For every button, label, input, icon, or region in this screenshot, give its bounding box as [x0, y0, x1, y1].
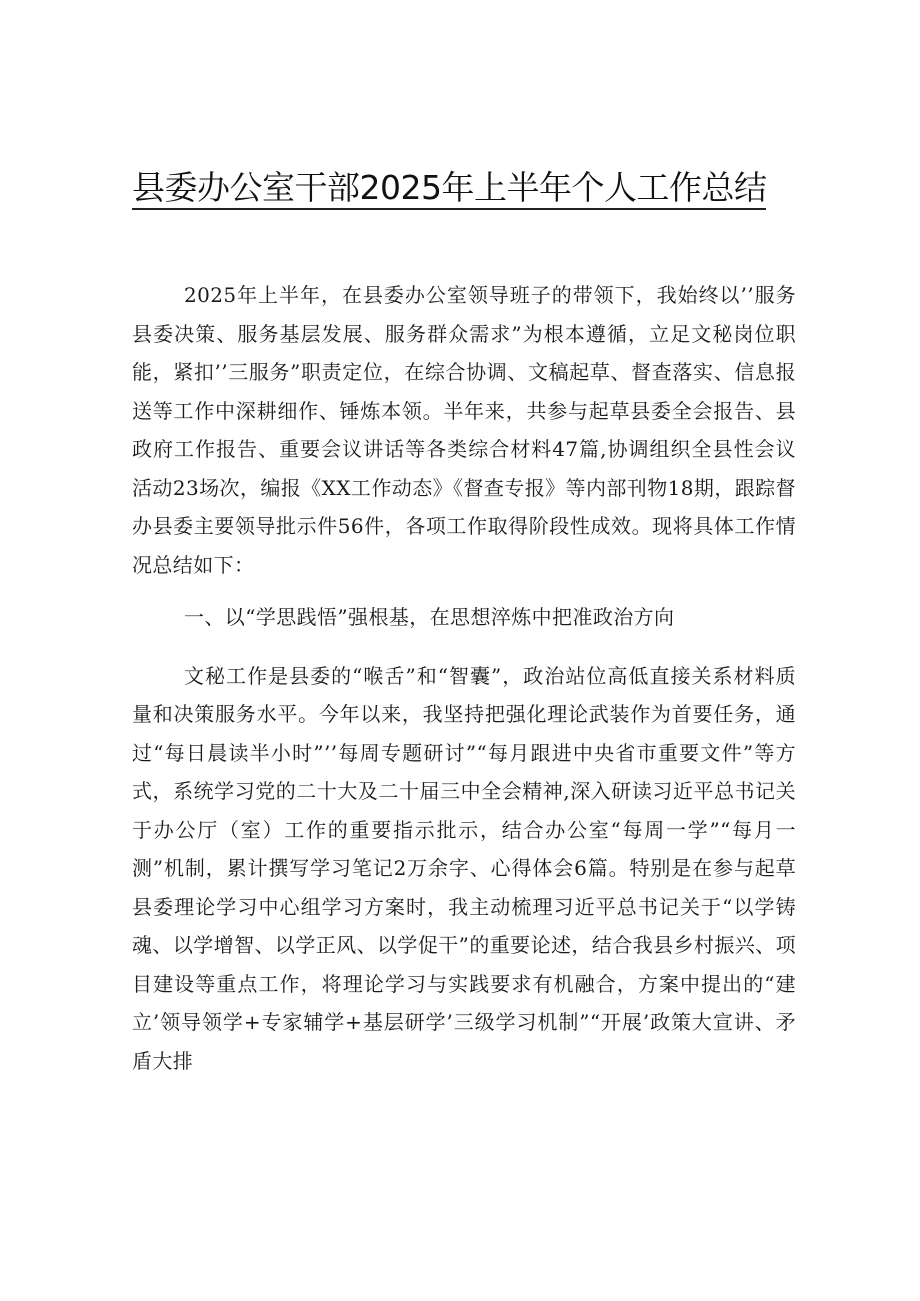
document-title: 县委办公室干部2025年上半年个人工作总结	[132, 168, 766, 210]
intro-paragraph: 2025年上半年，在县委办公室领导班子的带领下，我始终以’’服务县委决策、服务基层发展、服务群众需求”为根本遵循，立足文秘岗位职能，紧扣’’三服务”职责定位，在综合协调、文稿起草、督查落实、信息报送等工作中深耕细作、锤炼本领。半年来，共参与起草县委全会报告、县政府工作报告、重要会议讲话等各类综合材料47篇,协调组织全县性会议活动23场次，编报《XX工作动态》《督查专报》等内部刊物18期，跟踪督办县委主要领导批示件56件，各项工作取得阶段性成效。现将具体工作情况总结如下：	[132, 283, 796, 577]
section-paragraph: 文秘工作是县委的“喉舌”和“智囊”，政治站位高低直接关系材料质量和决策服务水平。今年以来，我坚持把强化理论武装作为首要任务，通过“每日晨读半小时”’’每周专题研讨”“每月跟进中央省市重要文件”等方式，系统学习党的二十大及二十届三中全会精神,深入研读习近平总书记关于办公厅（室）工作的重要指示批示，结合办公室“每周一学”“每月一测”机制，累计撰写学习笔记2万余字、心得体会6篇。特别是在参与起草县委理论学习中心组学习方案时，我主动梳理习近平总书记关于“以学铸魂、以学增智、以学正风、以学促干”的重要论述，结合我县乡村振兴、项目建设等重点工作，将理论学习与实践要求有机融合，方案中提出的“建立’领导领学+专家辅学+基层研学’三级学习机制”“开展’政策大宣讲、矛盾大排	[132, 663, 796, 1073]
section-heading: 一、以“学思践悟”强根基，在思想淬炼中把准政治方向	[184, 605, 675, 629]
document-body	[132, 276, 796, 1080]
